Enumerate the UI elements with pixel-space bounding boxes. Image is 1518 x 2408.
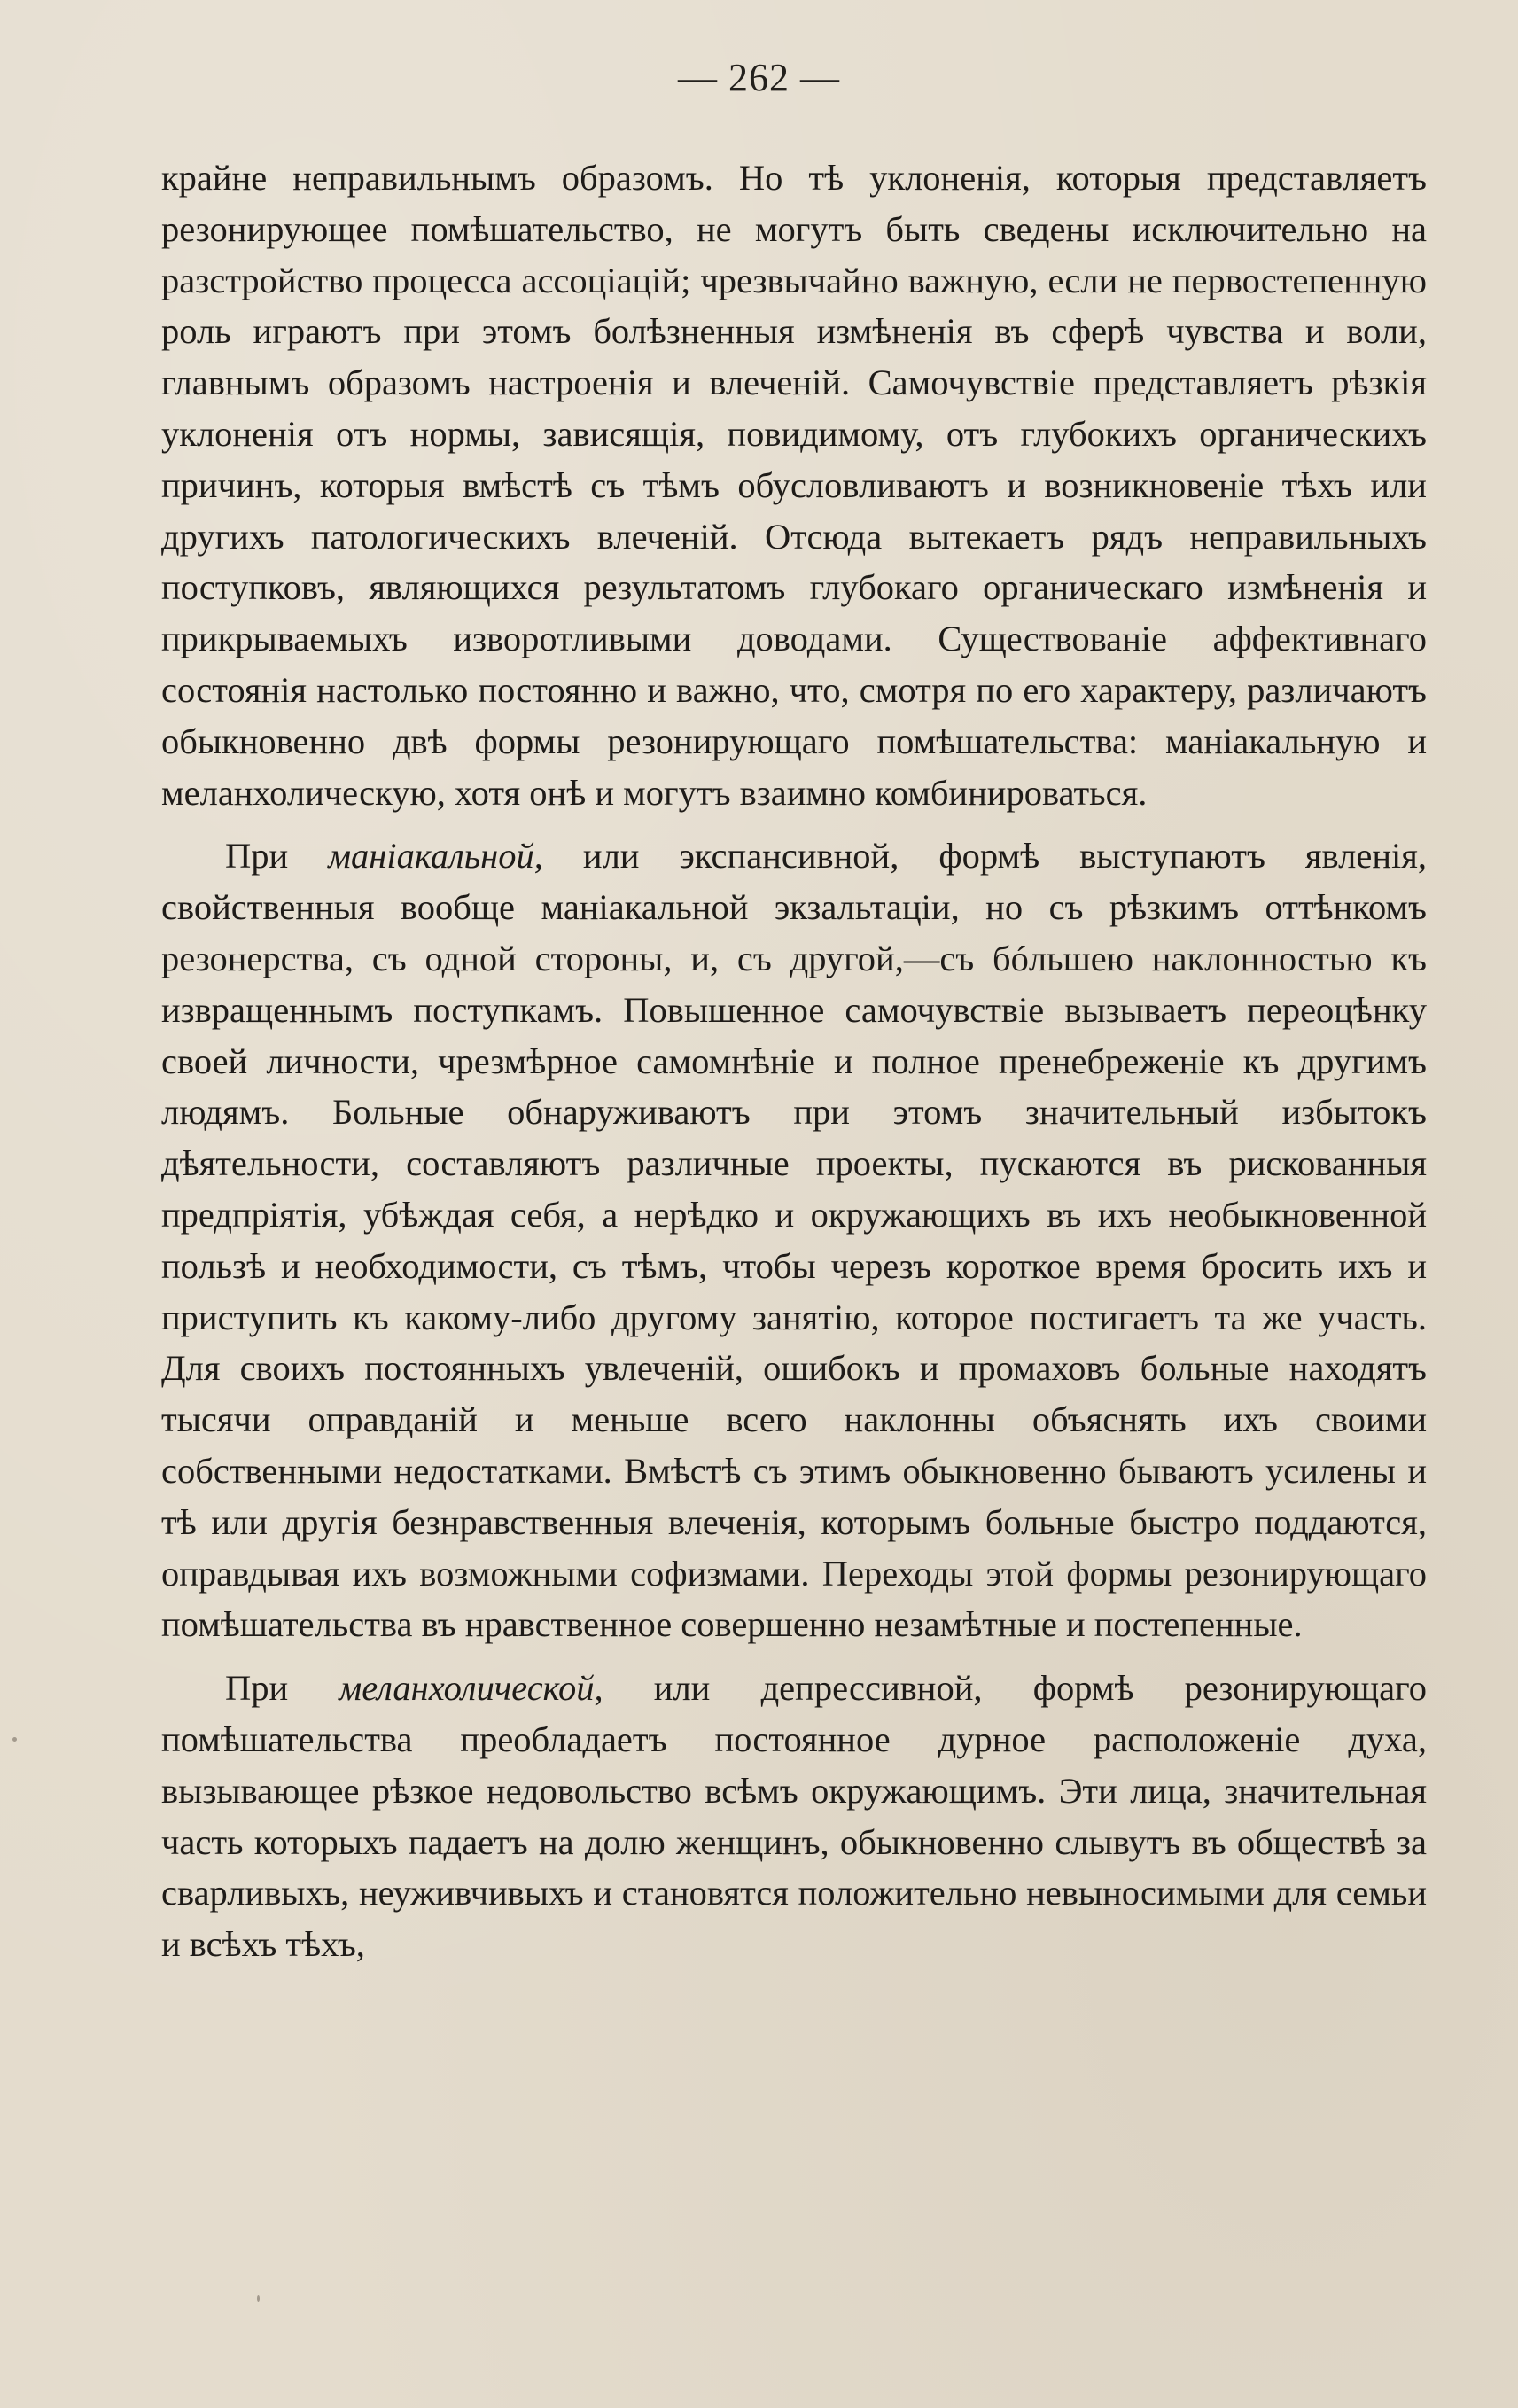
paragraph-2	[161, 830, 1427, 1650]
paragraph-2-text: или экспансивной, формѣ выступаютъ явленія, свойственныя вообще маніакальной экзальтаціи, но съ рѣзкимъ оттѣнкомъ резонерства, съ одной стороны, и, съ другой,—съ бóльшею наклонностью къ извращеннымъ поступкамъ. Повышенное самочувствіе вызываетъ переоцѣнку своей личности, чрезмѣрное самомнѣніе и полное пренебреженіе къ другимъ людямъ. Больные обнаруживаютъ при этомъ значительный избытокъ дѣятельности, составляютъ различные проекты, пускаются въ рискованныя предпріятія, убѣждая себя, а нерѣдко и окружающихъ въ ихъ необыкновенной пользѣ и необходимости, съ тѣмъ, чтобы черезъ короткое время бросить ихъ и приступить къ какому-либо другому занятію, которое постигаетъ та же участь. Для своихъ постоянныхъ увлеченій, ошибокъ и промаховъ больные находятъ тысячи оправданій и меньше всего наклонны объяснять ихъ своими собственными недостатками. Вмѣстѣ съ этимъ обыкновенно бываютъ усилены и тѣ или другія безнравственныя влеченія, которымъ больные быстро поддаются, оправдывая ихъ возможными софизмами. Переходы этой формы резонирующаго помѣшательства въ нравственное совершенно незамѣтные и постепенные.	[161, 836, 1427, 1645]
paragraph-3-text: или депрессивной, формѣ резонирующаго помѣшательства преобладаетъ постоянное дурное расположеніе духа, вызывающее рѣзкое недовольство всѣмъ окружающимъ. Эти лица, значительная часть которыхъ падаетъ на долю женщинъ, обыкновенно слывутъ въ обществѣ за сварливыхъ, неуживчивыхъ и становятся положительно невыносимыми для семьи и всѣхъ тѣхъ,	[161, 1668, 1428, 1965]
paper-speck	[12, 1737, 17, 1742]
paragraph-1-text: крайне неправильнымъ образомъ. Но тѣ уклоненія, которыя представляетъ резонирующее помѣшательство, не могутъ быть сведены исключительно на разстройство процесса ассоціацій; чрезвычайно важную, если не первостепенную роль играютъ при этомъ болѣзненныя измѣненія въ сферѣ чувства и воли, главнымъ образомъ настроенія и влеченій. Самочувствіе представляетъ рѣзкія уклоненія отъ нормы, зависящія, повидимому, отъ глубокихъ органическихъ причинъ, которыя вмѣстѣ съ тѣмъ обусловливаютъ и возникновеніе тѣхъ или другихъ патологическихъ влеченій. Отсюда вытекаетъ рядъ неправильныхъ поступковъ, являющихся результатомъ глубокаго органическаго измѣненія и прикрываемыхъ изворотливыми доводами. Существованіе аффективнаго состоянія настолько постоянно и важно, что, смотря по его характеру, различаютъ обыкновенно двѣ формы резонирующаго помѣшательства: маніакальную и меланхолическую, хотя онѣ и могутъ взаимно комбинироваться.	[161, 158, 1427, 813]
paragraph-3	[161, 1663, 1427, 1970]
body-text	[161, 152, 1427, 1970]
paragraph-2-italic-term: маніакальной,	[328, 836, 543, 877]
page-number: — 262 —	[678, 56, 840, 99]
paragraph-3-lead: При	[225, 1668, 339, 1709]
paragraph-1	[161, 152, 1427, 818]
paragraph-3-italic-term: меланхолической,	[339, 1668, 603, 1709]
paper-speck	[257, 2295, 260, 2302]
paragraph-2-lead: При	[225, 836, 329, 877]
